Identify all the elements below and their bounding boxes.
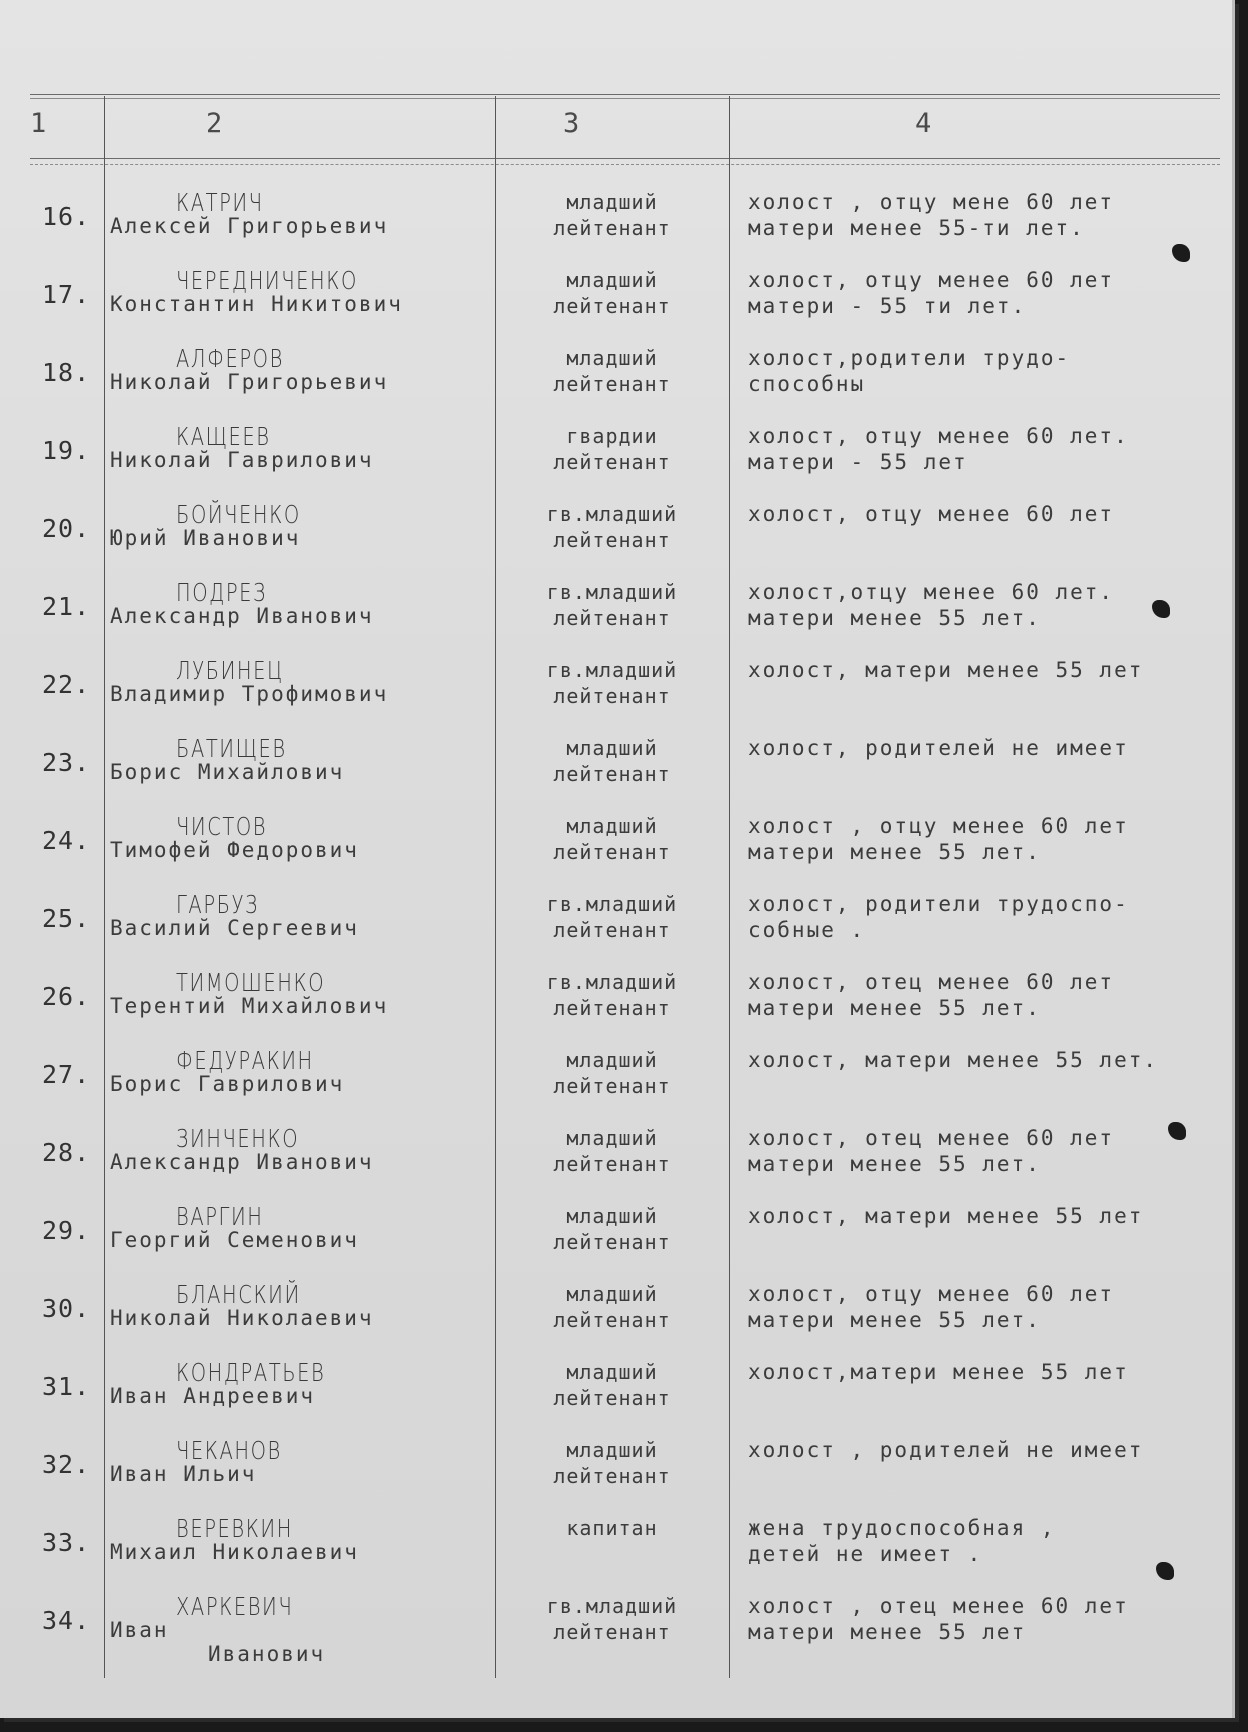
- rank-line-2: лейтенант: [553, 450, 671, 474]
- row-number: 29.: [42, 1216, 91, 1245]
- table-row: [0, 1202, 1232, 1280]
- surname: ЧИСТОВ: [176, 812, 268, 841]
- table-row: [0, 1358, 1232, 1436]
- given-name-patronymic: Иван Андреевич: [110, 1384, 316, 1408]
- family-status-line-2: матери менее 55 лет.: [748, 1308, 1041, 1332]
- family-status-line-1: холост, родителей не имеет: [748, 736, 1129, 760]
- family-status-line-1: холост, матери менее 55 лет: [748, 1204, 1144, 1228]
- row-number: 20.: [42, 514, 91, 543]
- rank-line-1: гв.младший: [546, 580, 678, 604]
- row-number: 33.: [42, 1528, 91, 1557]
- family-status-line-2: собные .: [748, 918, 866, 942]
- rank-line-2: лейтенант: [553, 1308, 671, 1332]
- row-number: 18.: [42, 358, 91, 387]
- table-row: [0, 1436, 1232, 1514]
- rank-line-1: младший: [566, 190, 658, 214]
- family-status-line-1: холост , родителей не имеет: [748, 1438, 1144, 1462]
- row-number: 16.: [42, 202, 91, 231]
- given-name-patronymic: Алексей Григорьевич: [110, 214, 389, 238]
- table-row: [0, 344, 1232, 422]
- surname: ХАРКЕВИЧ: [176, 1592, 294, 1621]
- family-status-line-1: холост,отцу менее 60 лет.: [748, 580, 1115, 604]
- rank-line-1: гв.младший: [546, 892, 678, 916]
- family-status-line-1: холост , отец менее 60 лет: [748, 1594, 1129, 1618]
- given-name-patronymic: Георгий Семенович: [110, 1228, 359, 1252]
- rank-line-2: лейтенант: [553, 996, 671, 1020]
- rank-line-2: лейтенант: [553, 1230, 671, 1254]
- row-number: 34.: [42, 1606, 91, 1635]
- rank-line-1: младший: [566, 736, 658, 760]
- given-name-patronymic: Иван: [110, 1618, 169, 1642]
- family-status-line-1: холост, отцу менее 60 лет.: [748, 424, 1129, 448]
- rank-line-1: младший: [566, 1126, 658, 1150]
- rank-line-2: лейтенант: [553, 1152, 671, 1176]
- given-name-patronymic: Иван Ильич: [110, 1462, 257, 1486]
- given-name-patronymic: Тимофей Федорович: [110, 838, 359, 862]
- given-name-patronymic: Николай Гаврилович: [110, 448, 374, 472]
- table-row: [0, 734, 1232, 812]
- surname: ПОДРЕЗ: [176, 578, 268, 607]
- column-header-1: 1: [30, 108, 48, 139]
- surname: ГАРБУЗ: [176, 890, 259, 919]
- rank-line-1: младший: [566, 346, 658, 370]
- row-number: 26.: [42, 982, 91, 1011]
- given-name-patronymic: Александр Иванович: [110, 604, 374, 628]
- given-name-patronymic: Михаил Николаевич: [110, 1540, 359, 1564]
- family-status-line-1: холост , отцу менее 60 лет: [748, 814, 1129, 838]
- row-number: 21.: [42, 592, 91, 621]
- rank-line-2: лейтенант: [553, 1386, 671, 1410]
- surname: КОНДРАТЬЕВ: [176, 1358, 326, 1387]
- surname: ТИМОШЕНКО: [176, 968, 326, 997]
- family-status-line-2: матери - 55 лет: [748, 450, 968, 474]
- given-name-patronymic: Николай Николаевич: [110, 1306, 374, 1330]
- table-row: [0, 656, 1232, 734]
- rank-line-2: лейтенант: [553, 918, 671, 942]
- rank-line-1: гв.младший: [546, 502, 678, 526]
- row-number: 30.: [42, 1294, 91, 1323]
- rank-line-2: лейтенант: [553, 840, 671, 864]
- table-row: [0, 578, 1232, 656]
- family-status-line-1: жена трудоспособная ,: [748, 1516, 1056, 1540]
- given-name-patronymic: Константин Никитович: [110, 292, 403, 316]
- given-name-patronymic: Владимир Трофимович: [110, 682, 389, 706]
- table-row: [0, 1280, 1232, 1358]
- table-row: [0, 812, 1232, 890]
- family-status-line-1: холост, отец менее 60 лет: [748, 1126, 1115, 1150]
- rank-line-2: лейтенант: [553, 1620, 671, 1644]
- row-number: 22.: [42, 670, 91, 699]
- column-header-2: 2: [206, 108, 224, 139]
- family-status-line-2: матери менее 55 лет.: [748, 1152, 1041, 1176]
- rank-line-2: лейтенант: [553, 216, 671, 240]
- table-top-rule-inner: [30, 98, 1220, 99]
- family-status-line-1: холост, матери менее 55 лет.: [748, 1048, 1159, 1072]
- surname: БАТИЩЕВ: [176, 734, 287, 763]
- rank-line-1: младший: [566, 1438, 658, 1462]
- table-row: [0, 422, 1232, 500]
- table-row: [0, 188, 1232, 266]
- table-row: [0, 968, 1232, 1046]
- row-number: 17.: [42, 280, 91, 309]
- rank-line-1: младший: [566, 268, 658, 292]
- rank-line-2: лейтенант: [553, 1464, 671, 1488]
- rank-line-1: младший: [566, 1048, 658, 1072]
- family-status-line-1: холост, отец менее 60 лет: [748, 970, 1115, 994]
- surname: ЧЕРЕДНИЧЕНКО: [176, 266, 358, 295]
- given-name-patronymic: Василий Сергеевич: [110, 916, 359, 940]
- family-status-line-1: холост , отцу мене 60 лет: [748, 190, 1115, 214]
- row-number: 27.: [42, 1060, 91, 1089]
- surname: ЗИНЧЕНКО: [176, 1124, 300, 1153]
- surname: КАТРИЧ: [176, 188, 264, 217]
- family-status-line-2: матери менее 55 лет.: [748, 996, 1041, 1020]
- rank-line-1: капитан: [566, 1516, 658, 1540]
- table-row: [0, 1124, 1232, 1202]
- surname: КАЩЕЕВ: [176, 422, 271, 451]
- rank-line-2: лейтенант: [553, 528, 671, 552]
- surname: БЛАНСКИЙ: [176, 1280, 301, 1309]
- table-row: [0, 1514, 1232, 1592]
- row-number: 32.: [42, 1450, 91, 1479]
- header-bottom-rule: [30, 158, 1220, 159]
- rank-line-1: гв.младший: [546, 970, 678, 994]
- family-status-line-2: матери - 55 ти лет.: [748, 294, 1027, 318]
- family-status-line-2: способны: [748, 372, 866, 396]
- given-name-patronymic: Юрий Иванович: [110, 526, 301, 550]
- rank-line-2: лейтенант: [553, 294, 671, 318]
- row-number: 28.: [42, 1138, 91, 1167]
- family-status-line-1: холост, родители трудоспо-: [748, 892, 1129, 916]
- row-number: 23.: [42, 748, 91, 777]
- column-header-3: 3: [563, 108, 581, 139]
- patronymic-continuation: Иванович: [208, 1642, 326, 1666]
- family-status-line-2: матери менее 55-ти лет.: [748, 216, 1085, 240]
- rank-line-1: гв.младший: [546, 1594, 678, 1618]
- surname: ЧЕКАНОВ: [176, 1436, 282, 1465]
- surname: ВАРГИН: [176, 1202, 264, 1231]
- family-status-line-2: матери менее 55 лет.: [748, 840, 1041, 864]
- rank-line-2: лейтенант: [553, 684, 671, 708]
- table-row: [0, 500, 1232, 578]
- table-top-rule: [30, 94, 1220, 95]
- surname: ЛУБИНЕЦ: [176, 656, 284, 685]
- surname: АЛФЕРОВ: [176, 344, 284, 373]
- family-status-line-2: детей не имеет .: [748, 1542, 983, 1566]
- table-row: [0, 890, 1232, 968]
- family-status-line-1: холост, отцу менее 60 лет: [748, 1282, 1115, 1306]
- table-row: [0, 266, 1232, 344]
- rank-line-1: гв.младший: [546, 658, 678, 682]
- family-status-line-1: холост,матери менее 55 лет: [748, 1360, 1129, 1384]
- surname: ФЕДУРАКИН: [176, 1046, 314, 1075]
- rank-line-2: лейтенант: [553, 762, 671, 786]
- rank-line-2: лейтенант: [553, 606, 671, 630]
- row-number: 19.: [42, 436, 91, 465]
- row-number: 24.: [42, 826, 91, 855]
- given-name-patronymic: Борис Михайлович: [110, 760, 345, 784]
- surname: БОЙЧЕНКО: [176, 500, 301, 529]
- given-name-patronymic: Николай Григорьевич: [110, 370, 389, 394]
- given-name-patronymic: Александр Иванович: [110, 1150, 374, 1174]
- table-row: [0, 1046, 1232, 1124]
- row-number: 31.: [42, 1372, 91, 1401]
- column-header-4: 4: [915, 108, 933, 139]
- table-row: [0, 1592, 1232, 1670]
- rank-line-2: лейтенант: [553, 1074, 671, 1098]
- family-status-line-1: холост, матери менее 55 лет: [748, 658, 1144, 682]
- given-name-patronymic: Борис Гаврилович: [110, 1072, 345, 1096]
- rank-line-2: лейтенант: [553, 372, 671, 396]
- surname: ВЕРЕВКИН: [176, 1514, 293, 1543]
- family-status-line-1: холост, отцу менее 60 лет: [748, 502, 1115, 526]
- row-number: 25.: [42, 904, 91, 933]
- header-bottom-rule-dashed: [30, 164, 1220, 165]
- rank-line-1: гвардии: [566, 424, 658, 448]
- family-status-line-1: холост, отцу менее 60 лет: [748, 268, 1115, 292]
- family-status-line-2: матери менее 55 лет: [748, 1620, 1027, 1644]
- rank-line-1: младший: [566, 1204, 658, 1228]
- family-status-line-2: матери менее 55 лет.: [748, 606, 1041, 630]
- family-status-line-1: холост,родители трудо-: [748, 346, 1071, 370]
- rank-line-1: младший: [566, 814, 658, 838]
- rank-line-1: младший: [566, 1360, 658, 1384]
- given-name-patronymic: Терентий Михайлович: [110, 994, 389, 1018]
- rank-line-1: младший: [566, 1282, 658, 1306]
